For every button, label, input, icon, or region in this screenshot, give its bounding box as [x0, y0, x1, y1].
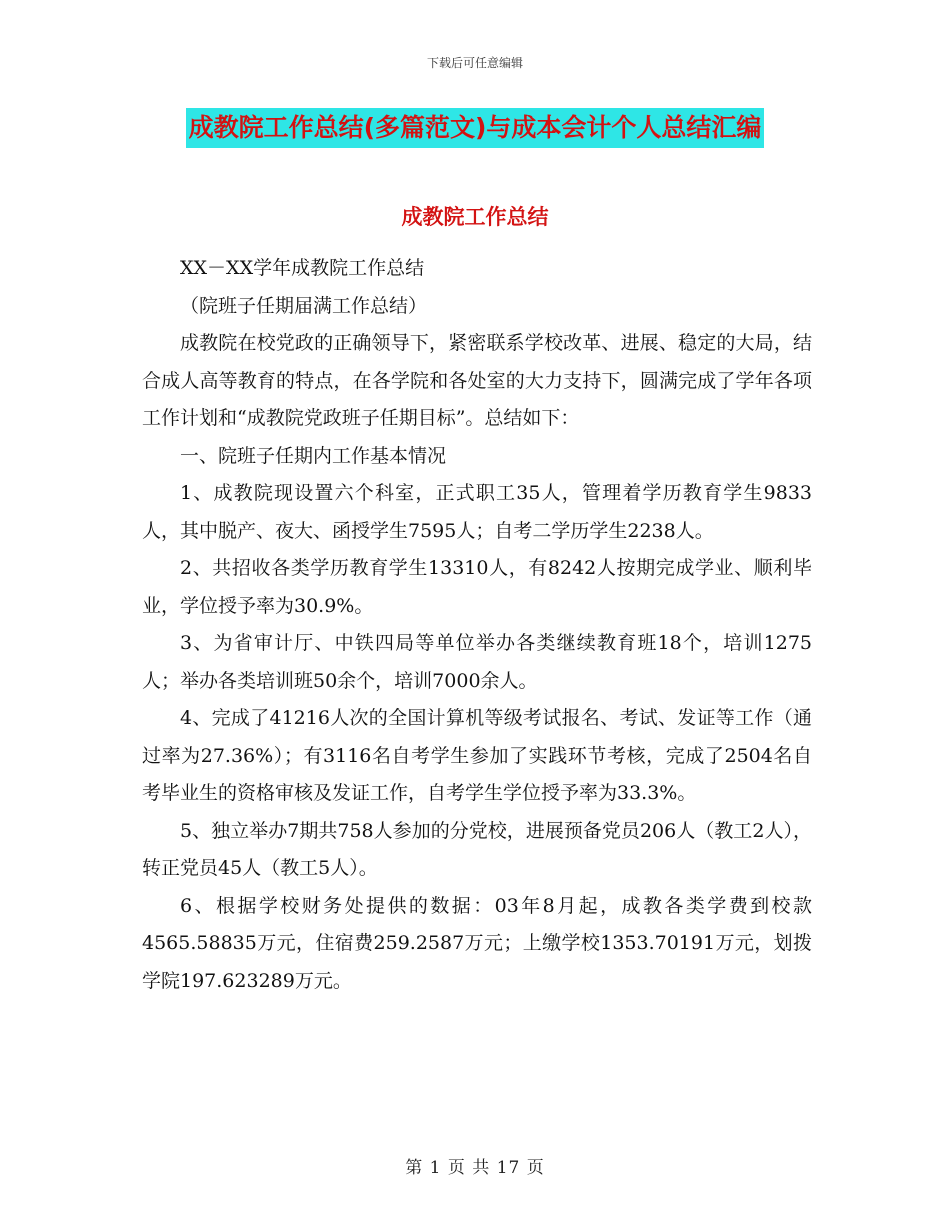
document-body [142, 250, 812, 1000]
main-title-container [0, 108, 950, 148]
page-footer: 第 1 页 共 17 页 [405, 1158, 545, 1178]
paragraph-item-6: 6、根据学校财务处提供的数据：03年8月起，成教各类学费到校款4565.58835万元，住宿费259.2587万元；上缴学校1353.70191万元，划拨学院197.623289万元。 [142, 894, 812, 992]
paragraph-item-1: 1、成教院现设置六个科室，正式职工35人，管理着学历教育学生9833人，其中脱产、夜大、函授学生7595人；自考二学历学生2238人。 [142, 482, 812, 542]
paragraph-item-4: 4、完成了41216人次的全国计算机等级考试报名、考试、发证等工作（通过率为27.36%）；有3116名自考学生参加了实践环节考核，完成了2504名自考毕业生的资格审核及发证工作，自考学生学位授予率为33.3%。 [142, 707, 812, 804]
paragraph-year-title: XX－XX学年成教院工作总结 [180, 257, 425, 279]
section-title: 成教院工作总结 [401, 205, 549, 229]
paragraph-item-2: 2、共招收各类学历教育学生13310人，有8242人按期完成学业、顺利毕业，学位授予率为30.9%。 [142, 557, 812, 617]
paragraph-heading-1: 一、院班子任期内工作基本情况 [180, 444, 447, 467]
paragraph-item-3: 3、为省审计厅、中铁四局等单位举办各类继续教育班18个，培训1275人；举办各类培训班50余个，培训7000余人。 [142, 632, 812, 692]
paragraph-intro: 成教院在校党政的正确领导下，紧密联系学校改革、进展、稳定的大局，结合成人高等教育的特点，在各学院和各处室的大力支持下，圆满完成了学年各项工作计划和“成教院党政班子任期目标”。总结如下： [142, 332, 812, 429]
header-note: 下载后可任意编辑 [426, 56, 523, 70]
main-title: 成教院工作总结(多篇范文)与成本会计个人总结汇编 [186, 108, 765, 148]
paragraph-item-5: 5、独立举办7期共758人参加的分党校，进展预备党员206人（教工2人），转正党员45人（教工5人）。 [142, 819, 812, 879]
paragraph-subtitle: （院班子任期届满工作总结） [180, 294, 428, 317]
